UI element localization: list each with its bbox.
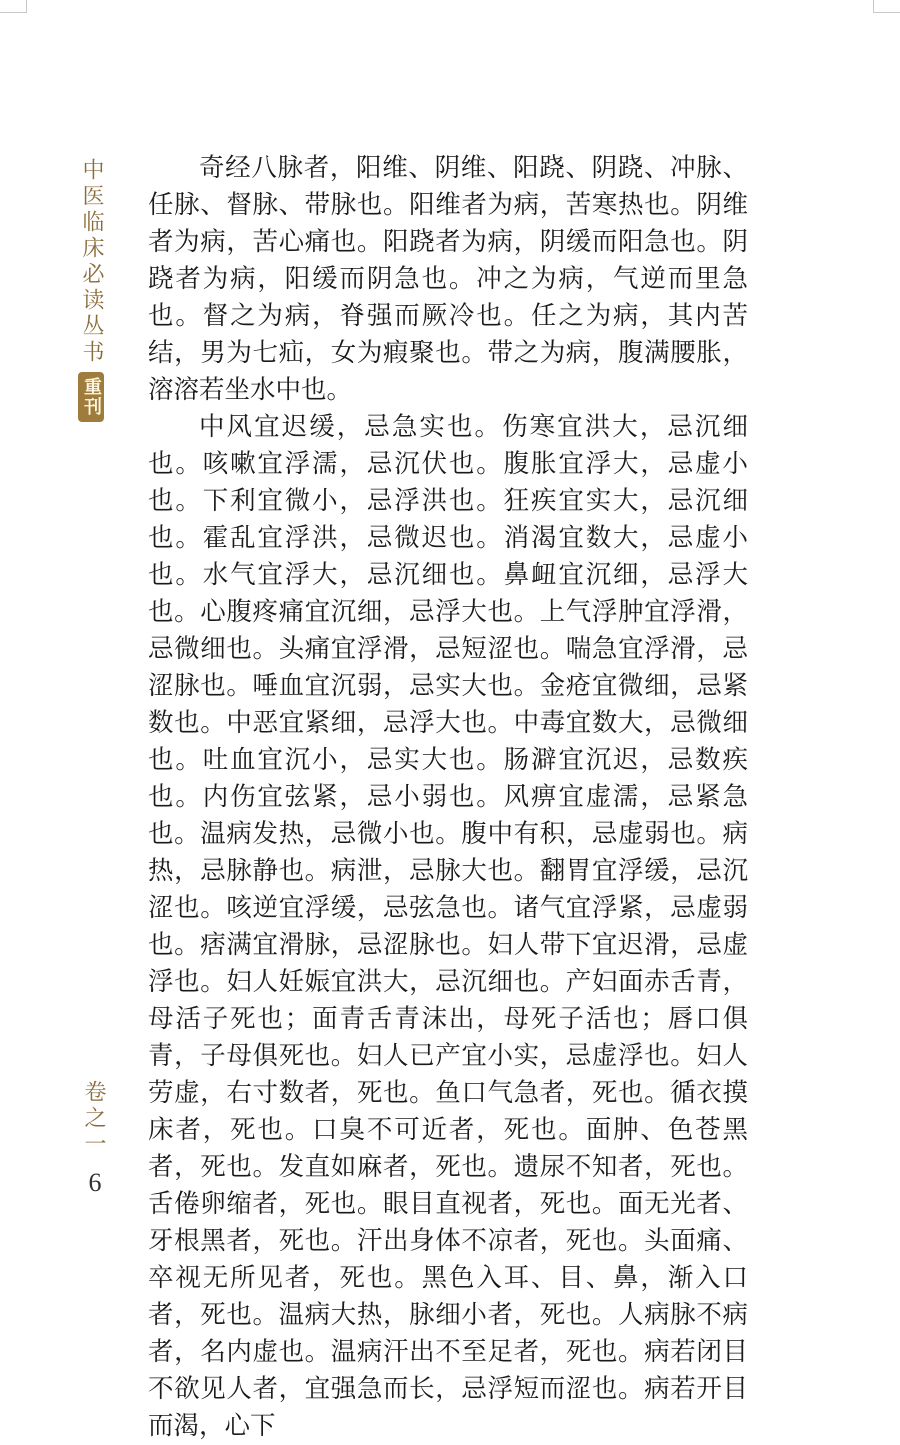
reprint-seal: 重刊 [78, 372, 104, 422]
paragraph-pulse-indications: 中风宜迟缓，忌急实也。伤寒宜洪大，忌沉细也。咳嗽宜浮濡，忌沉伏也。腹胀宜浮大，忌虚小也。下利宜微小，忌浮洪也。狂疾宜实大，忌沉细也。霍乱宜浮洪，忌微迟也。消渴宜数大，忌虚小也。水气宜浮大，忌沉细也。鼻衄宜沉细，忌浮大也。心腹疼痛宜沉细，忌浮大也。上气浮肿宜浮滑，忌微细也。头痛宜浮滑，忌短涩也。喘急宜浮滑，忌涩脉也。唾血宜沉弱，忌实大也。金疮宜微细，忌紧数也。中恶宜紧细，忌浮大也。中毒宜数大，忌微细也。吐血宜沉小，忌实大也。肠澼宜沉迟，忌数疾也。内伤宜弦紧，忌小弱也。风痹宜虚濡，忌紧急也。温病发热，忌微小也。腹中有积，忌虚弱也。病热，忌脉静也。病泄，忌脉大也。翻胃宜浮缓，忌沉涩也。咳逆宜浮缓，忌弦急也。诸气宜浮紧，忌虚弱也。痞满宜滑脉，忌涩脉也。妇人带下宜迟滑，忌虚浮也。妇人妊娠宜洪大，忌沉细也。产妇面赤舌青，母活子死也；面青舌青沫出，母死子活也；唇口俱青，子母俱死也。妇人已产宜小实，忌虚浮也。妇人劳虚，右寸数者，死也。鱼口气急者，死也。循衣摸床者，死也。口臭不可近者，死也。面肿、色苍黑者，死也。发直如麻者，死也。遗尿不知者，死也。舌倦卵缩者，死也。眼目直视者，死也。面无光者、牙根黑者，死也。汗出身体不凉者，死也。头面痛、卒视无所见者，死也。黑色入耳、目、鼻，渐入口者，死也。温病大热，脉细小者，死也。人病脉不病者，名内虚也。温病汗出不至足者，死也。病若闭目不欲见人者，宜强急而长，忌浮短而涩也。病若开目而渴，心下 [148, 412, 748, 1441]
crop-mark-right [873, 0, 900, 13]
volume-label: 卷之一 [81, 1080, 106, 1158]
series-title: 中医临床必读丛书 [79, 158, 104, 366]
main-text [148, 150, 748, 1445]
series-sidebar [76, 158, 106, 422]
crop-mark-left [0, 0, 27, 13]
page-number: 6 [88, 1168, 102, 1197]
paragraph-eight-extra-meridians: 奇经八脉者，阳维、阴维、阳跷、阴跷、冲脉、任脉、督脉、带脉也。阳维者为病，苦寒热也。阴维者为病，苦心痛也。阳跷者为病，阴缓而阳急也。阴跷者为病，阳缓而阴急也。冲之为病，气逆而里急也。督之为病，脊强而厥冷也。任之为病，其内苦结，男为七疝，女为瘕聚也。带之为病，腹满腰胀，溶溶若坐水中也。 [148, 153, 748, 405]
